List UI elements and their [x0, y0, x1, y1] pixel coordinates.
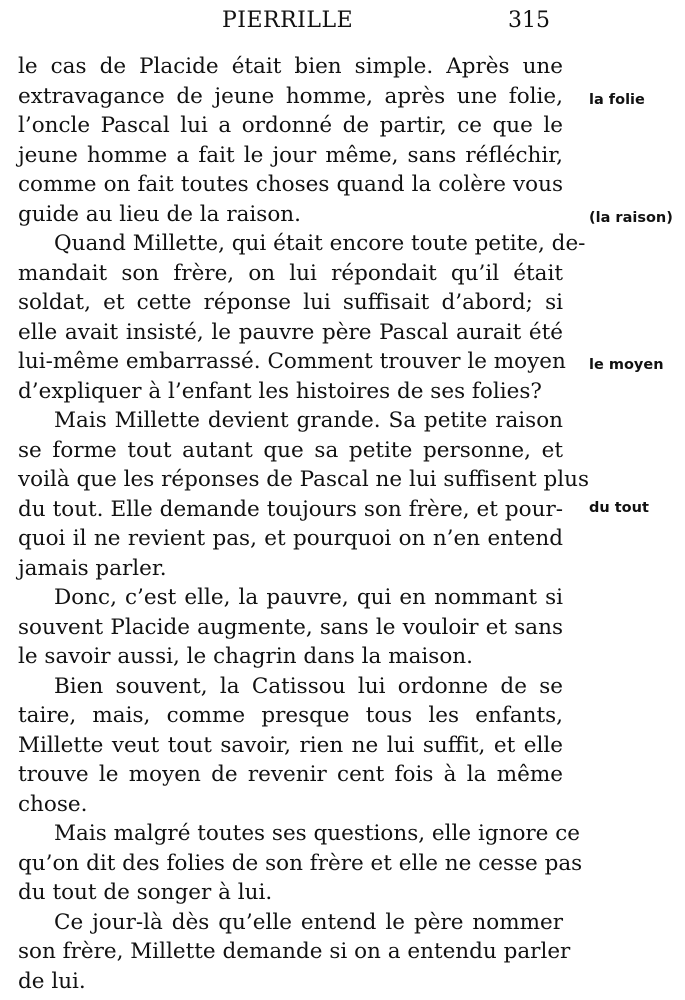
text-line: de lui. [18, 968, 86, 994]
text-line: guide au lieu de la raison. [18, 201, 301, 227]
text-line: souvent Placide augmente, sans le vouloir et sans [18, 614, 563, 640]
text-line: du tout de songer à lui. [18, 880, 273, 905]
text-line: Bien souvent, la Catissou lui ordonne de se [54, 673, 563, 699]
text-line: Ce jour-là dès qu’elle entend le père nommer [54, 909, 563, 935]
text-line: extravagance de jeune homme, après une folie, [18, 83, 563, 109]
margin-note-le-moyen: le moyen [589, 357, 664, 373]
text-line: Millette veut tout savoir, rien ne lui suffit, et elle [18, 732, 563, 758]
text-line: mandait son frère, on lui répondait qu’il était [18, 260, 563, 286]
text-line: Mais Millette devient grande. Sa petite raison [54, 408, 563, 433]
margin-note-du-tout: du tout [589, 500, 649, 516]
text-line: le savoir aussi, le chagrin dans la maison. [18, 644, 473, 669]
text-line: d’expliquer à l’enfant les histoires de ses folies? [18, 378, 542, 404]
page-number: 315 [508, 8, 550, 33]
text-line: jeune homme a fait le jour même, sans réfléchir, [18, 142, 563, 168]
text-line: comme on fait toutes choses quand la colère vous [18, 172, 563, 197]
text-line: chose. [18, 791, 88, 817]
text-line: quoi il ne revient pas, et pourquoi on n’en entend [18, 526, 563, 551]
text-line: Mais malgré toutes ses questions, elle ignore ce [54, 821, 580, 846]
text-line: son frère, Millette demande si on a entendu parler [18, 939, 571, 964]
text-line: Quand Millette, qui était encore toute petite, de- [54, 231, 586, 256]
text-line: trouve le moyen de revenir cent fois à la même [18, 762, 563, 787]
text-line: qu’on dit des folies de son frère et elle ne cesse pas [18, 850, 583, 876]
text-line: taire, mais, comme presque tous les enfants, [18, 703, 563, 728]
running-title: PIERRILLE [222, 8, 354, 33]
text-line: jamais parler. [18, 555, 167, 581]
text-line: lui-même embarrassé. Comment trouver le moyen [18, 349, 566, 374]
text-line: se forme tout autant que sa petite personne, et [18, 437, 563, 463]
text-line: elle avait insisté, le pauvre père Pascal aurait été [18, 319, 563, 345]
page-header [0, 6, 685, 40]
margin-note-la-raison: (la raison) [589, 210, 673, 226]
text-line: le cas de Placide était bien simple. Après une [18, 54, 563, 79]
text-line: voilà que les réponses de Pascal ne lui suffisent plus [18, 467, 590, 492]
body-text [18, 52, 590, 996]
margin-note-la-folie: la folie [589, 92, 645, 108]
text-line: du tout. Elle demande toujours son frère, et pour- [18, 496, 563, 522]
text-line: Donc, c’est elle, la pauvre, qui en nommant si [54, 585, 563, 610]
text-line: l’oncle Pascal lui a ordonné de partir, ce que le [18, 113, 563, 138]
text-line: soldat, et cette réponse lui suffisait d’abord; si [18, 290, 563, 315]
